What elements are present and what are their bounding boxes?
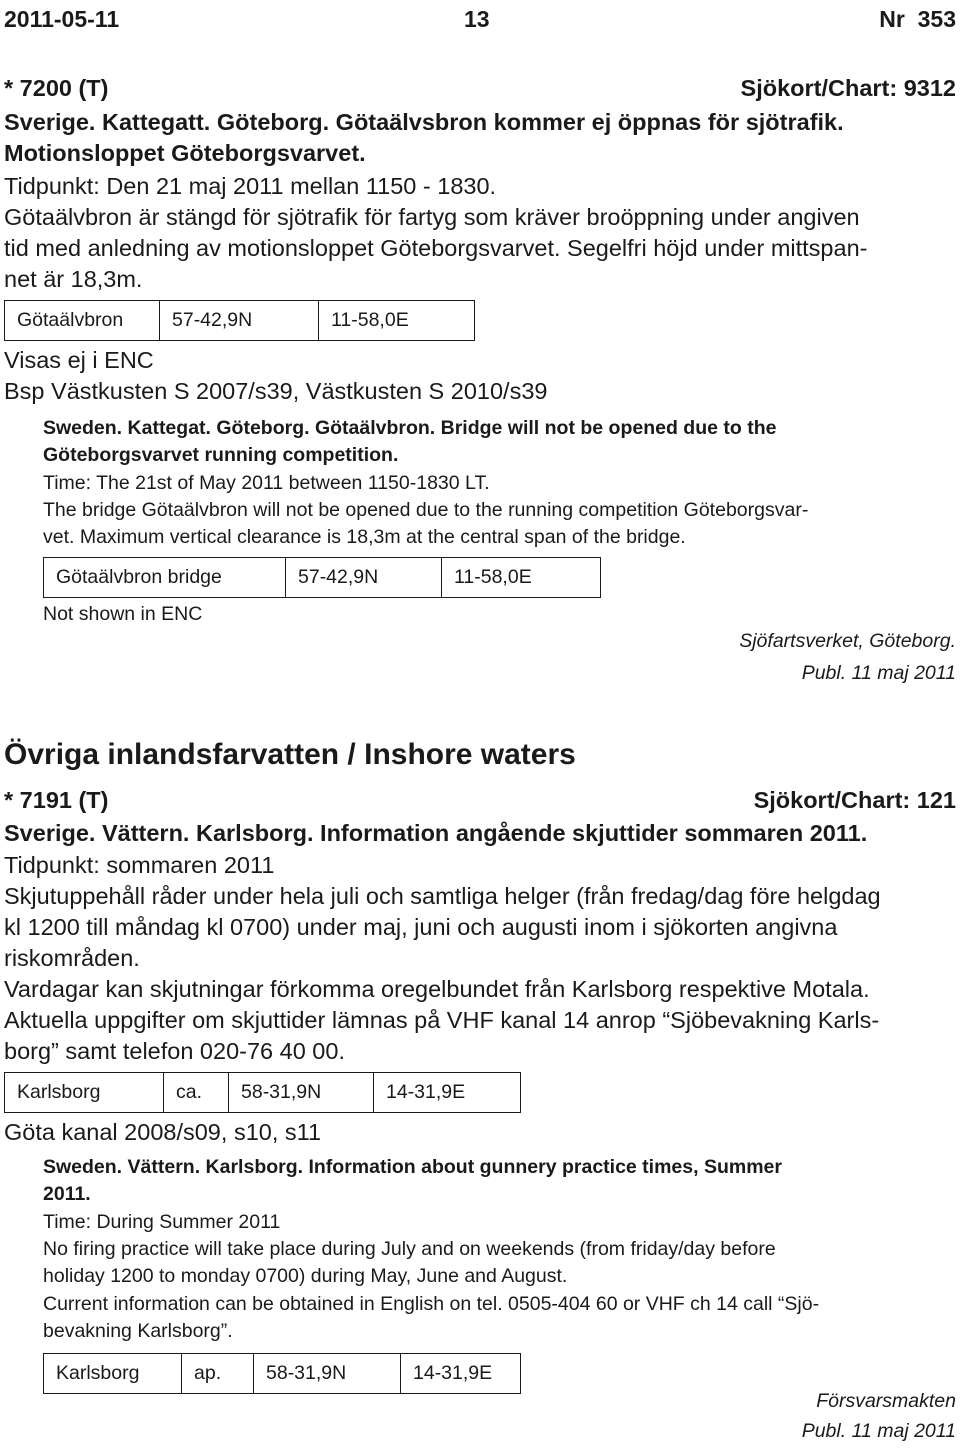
notice-source: Försvarsmakten <box>816 1390 956 1412</box>
notice-text-sv: Tidpunkt: Den 21 maj 2011 mellan 1150 - 1830. <box>4 173 497 199</box>
position-qualifier: ap. <box>182 1354 254 1394</box>
notice-title-sv: Motionsloppet Göteborgsvarvet. <box>4 140 366 166</box>
notice-text-en: No firing practice will take place during July and on weekends (from friday/day before <box>43 1238 776 1260</box>
chart-reference: Sjökort/Chart: 121 <box>753 787 956 813</box>
position-qualifier: ca. <box>164 1073 229 1113</box>
header-issue: Nr 353 <box>879 6 956 32</box>
enc-note-sv: Visas ej i ENC <box>4 347 154 373</box>
notice-text-sv: borg” samt telefon 020-76 40 00. <box>4 1038 345 1064</box>
position-table <box>4 300 475 341</box>
position-longitude: 11-58,0E <box>319 301 475 341</box>
enc-note-en: Not shown in ENC <box>43 603 203 625</box>
publication-date: Publ. 11 maj 2011 <box>801 1420 956 1442</box>
notice-text-sv: net är 18,3m. <box>4 266 143 292</box>
notice-text-sv: Götaälvbron är stängd för sjötrafik för fartyg som kräver broöppning under angiven <box>4 204 860 230</box>
notice-text-sv: kl 1200 till måndag kl 0700) under maj, juni och augusti inom i sjökorten angivna <box>4 914 838 940</box>
notice-title-sv: Sverige. Vättern. Karlsborg. Information angående skjuttider sommaren 2011. <box>4 820 868 846</box>
position-table <box>43 1353 521 1394</box>
notice-text-en: bevakning Karlsborg”. <box>43 1320 233 1342</box>
position-name: Götaälvbron <box>5 301 160 341</box>
notice-number: * 7200 (T) <box>4 75 109 101</box>
position-longitude: 14-31,9E <box>401 1354 521 1394</box>
chart-list-sv: Göta kanal 2008/s09, s10, s11 <box>4 1119 322 1145</box>
header-date: 2011-05-11 <box>4 6 120 32</box>
notice-title-sv: Sverige. Kattegatt. Göteborg. Götaälvsbron kommer ej öppnas för sjötrafik. <box>4 109 844 135</box>
position-table <box>43 557 601 598</box>
chart-list-sv: Bsp Västkusten S 2007/s39, Västkusten S 2010/s39 <box>4 378 548 404</box>
notice-text-sv: Vardagar kan skjutningar förkomma oregelbundet från Karlsborg respektive Motala. <box>4 976 870 1002</box>
header-page-number: 13 <box>464 6 490 32</box>
position-latitude: 58-31,9N <box>254 1354 401 1394</box>
notice-number: * 7191 (T) <box>4 787 109 813</box>
position-longitude: 14-31,9E <box>374 1073 521 1113</box>
notice-text-en: Time: The 21st of May 2011 between 1150-1830 LT. <box>43 472 490 494</box>
chart-reference: Sjökort/Chart: 9312 <box>740 75 956 101</box>
notice-text-sv: Tidpunkt: sommaren 2011 <box>4 852 275 878</box>
position-name: Götaälvbron bridge <box>44 558 286 598</box>
position-latitude: 57-42,9N <box>160 301 319 341</box>
section-heading: Övriga inlandsfarvatten / Inshore waters <box>4 738 576 771</box>
position-table <box>4 1072 521 1113</box>
publication-date: Publ. 11 maj 2011 <box>801 662 956 684</box>
notice-text-en: The bridge Götaälvbron will not be opened due to the running competition Göteborgsvar- <box>43 499 809 521</box>
position-name: Karlsborg <box>44 1354 182 1394</box>
notice-text-en: Current information can be obtained in English on tel. 0505-404 60 or VHF ch 14 call “Sjö- <box>43 1293 820 1315</box>
notice-source: Sjöfartsverket, Göteborg. <box>739 630 956 652</box>
notice-text-sv: riskområden. <box>4 945 140 971</box>
position-latitude: 57-42,9N <box>286 558 442 598</box>
notice-title-en: Göteborgsvarvet running competition. <box>43 444 399 466</box>
notice-text-sv: Aktuella uppgifter om skjuttider lämnas på VHF kanal 14 anrop “Sjöbevakning Karls- <box>4 1007 880 1033</box>
notice-text-sv: tid med anledning av motionsloppet Göteborgsvarvet. Segelfri höjd under mittspan- <box>4 235 868 261</box>
notice-title-en: Sweden. Vättern. Karlsborg. Information about gunnery practice times, Summer <box>43 1156 782 1178</box>
position-longitude: 11-58,0E <box>442 558 601 598</box>
position-name: Karlsborg <box>5 1073 164 1113</box>
position-latitude: 58-31,9N <box>229 1073 374 1113</box>
notice-text-en: Time: During Summer 2011 <box>43 1211 281 1233</box>
notice-title-en: 2011. <box>43 1183 91 1205</box>
notice-text-en: holiday 1200 to monday 0700) during May, June and August. <box>43 1265 568 1287</box>
notice-text-sv: Skjutuppehåll råder under hela juli och samtliga helger (från fredag/dag före helgdag <box>4 883 881 909</box>
notice-text-en: vet. Maximum vertical clearance is 18,3m at the central span of the bridge. <box>43 526 686 548</box>
notice-title-en: Sweden. Kattegat. Göteborg. Götaälvbron. Bridge will not be opened due to the <box>43 417 777 439</box>
